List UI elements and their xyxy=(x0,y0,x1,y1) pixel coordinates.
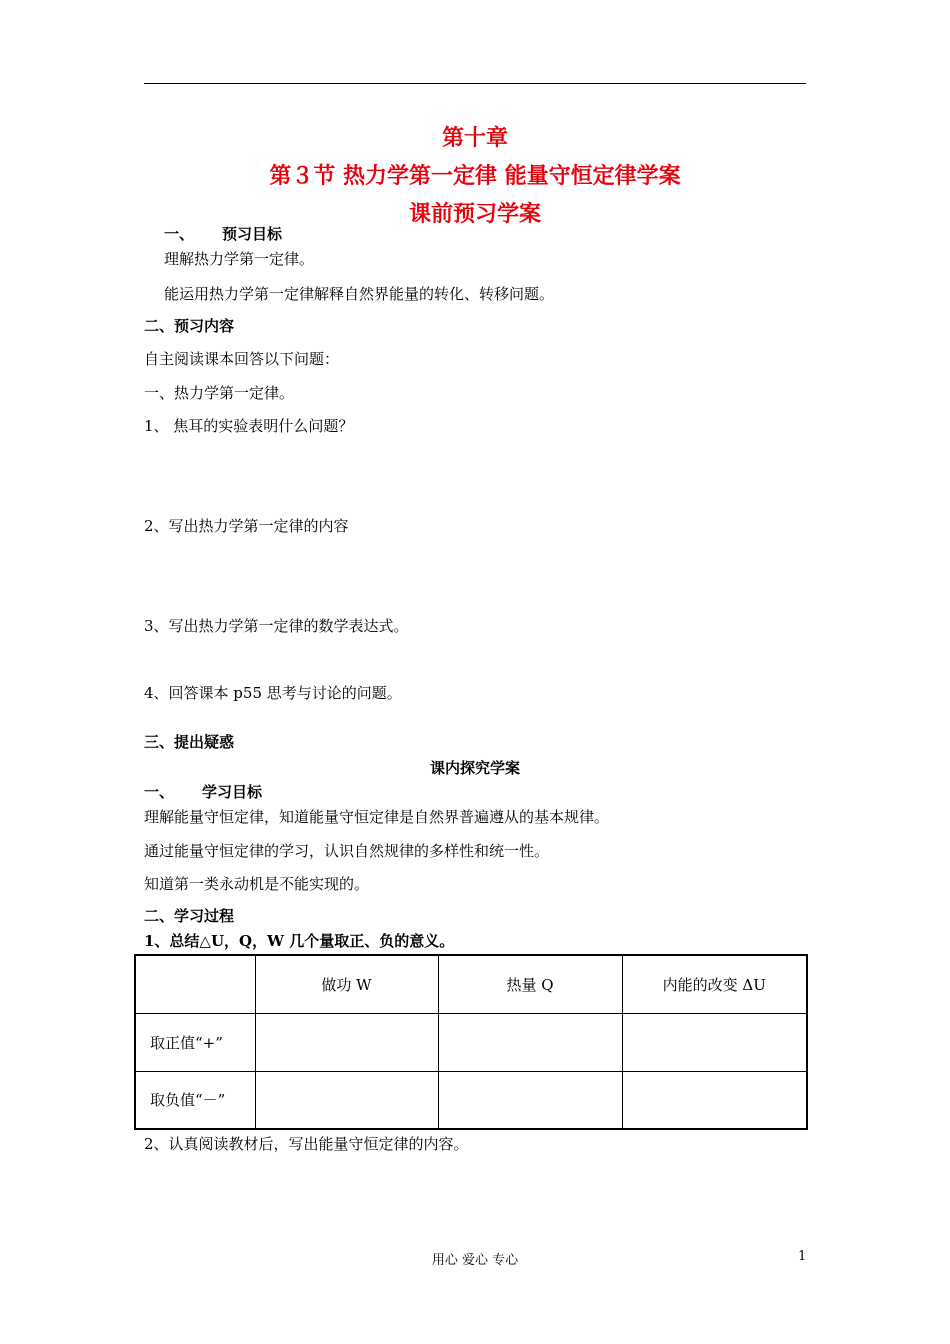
table-cell xyxy=(622,1013,807,1071)
process-item-2: 2、认真阅读教材后，写出能量守恒定律的内容。 xyxy=(144,1135,469,1153)
inclass-goal-heading: 学习目标 xyxy=(202,783,263,801)
table-cell xyxy=(438,1013,622,1071)
preview-goal-heading-num: 一、 xyxy=(164,225,195,243)
process-heading: 二、学习过程 xyxy=(144,907,235,925)
process-item-1: 1、总结△U，Q，W 几个量取正、负的意义。 xyxy=(144,932,455,950)
table-header-cell xyxy=(135,955,255,1013)
footer-slogan: 用心 爱心 专心 xyxy=(431,1253,519,1268)
preview-goal-1: 理解热力学第一定律。 xyxy=(164,250,315,268)
chapter-title: 第十章 xyxy=(441,125,508,151)
header-rule xyxy=(144,83,806,84)
table-row-label: 取负值“－” xyxy=(135,1071,255,1129)
preview-content-heading: 二、预习内容 xyxy=(144,317,235,335)
table-cell xyxy=(255,1013,438,1071)
question-2: 2、写出热力学第一定律的内容 xyxy=(144,517,349,535)
table-row-label: 取正值“+” xyxy=(135,1013,255,1071)
table-row xyxy=(135,1071,807,1129)
table-header-cell: 内能的改变 ΔU xyxy=(622,955,807,1013)
inclass-goal-2: 通过能量守恒定律的学习，认识自然规律的多样性和统一性。 xyxy=(144,842,550,860)
subtitle: 课前预习学案 xyxy=(408,201,541,227)
preview-section1: 一、热力学第一定律。 xyxy=(144,384,295,402)
inclass-goal-heading-num: 一、 xyxy=(144,783,175,801)
preview-intro: 自主阅读课本回答以下问题： xyxy=(144,350,340,368)
table-cell xyxy=(622,1071,807,1129)
inclass-title: 课内探究学案 xyxy=(429,759,520,777)
table-cell xyxy=(255,1071,438,1129)
section-title: 第３节 热力学第一定律 能量守恒定律学案 xyxy=(269,163,681,189)
page-number: 1 xyxy=(798,1249,807,1264)
preview-goal-heading: 预习目标 xyxy=(222,225,283,243)
inclass-goal-3: 知道第一类永动机是不能实现的。 xyxy=(144,875,370,893)
table-header-cell: 热量 Q xyxy=(438,955,622,1013)
doubts-heading: 三、提出疑惑 xyxy=(144,733,235,751)
table-row xyxy=(135,1013,807,1071)
inclass-goal-1: 理解能量守恒定律，知道能量守恒定律是自然界普遍遵从的基本规律。 xyxy=(144,808,610,826)
question-1: 1、 焦耳的实验表明什么问题？ xyxy=(144,417,354,435)
preview-goal-2: 能运用热力学第一定律解释自然界能量的转化、转移问题。 xyxy=(164,285,555,303)
question-3: 3、写出热力学第一定律的数学表达式。 xyxy=(144,617,409,635)
table-header-cell: 做功 W xyxy=(255,955,438,1013)
sign-table xyxy=(134,954,808,1130)
table-header-row xyxy=(135,955,807,1013)
question-4: 4、回答课本 p55 思考与讨论的问题。 xyxy=(144,684,402,702)
table-cell xyxy=(438,1071,622,1129)
